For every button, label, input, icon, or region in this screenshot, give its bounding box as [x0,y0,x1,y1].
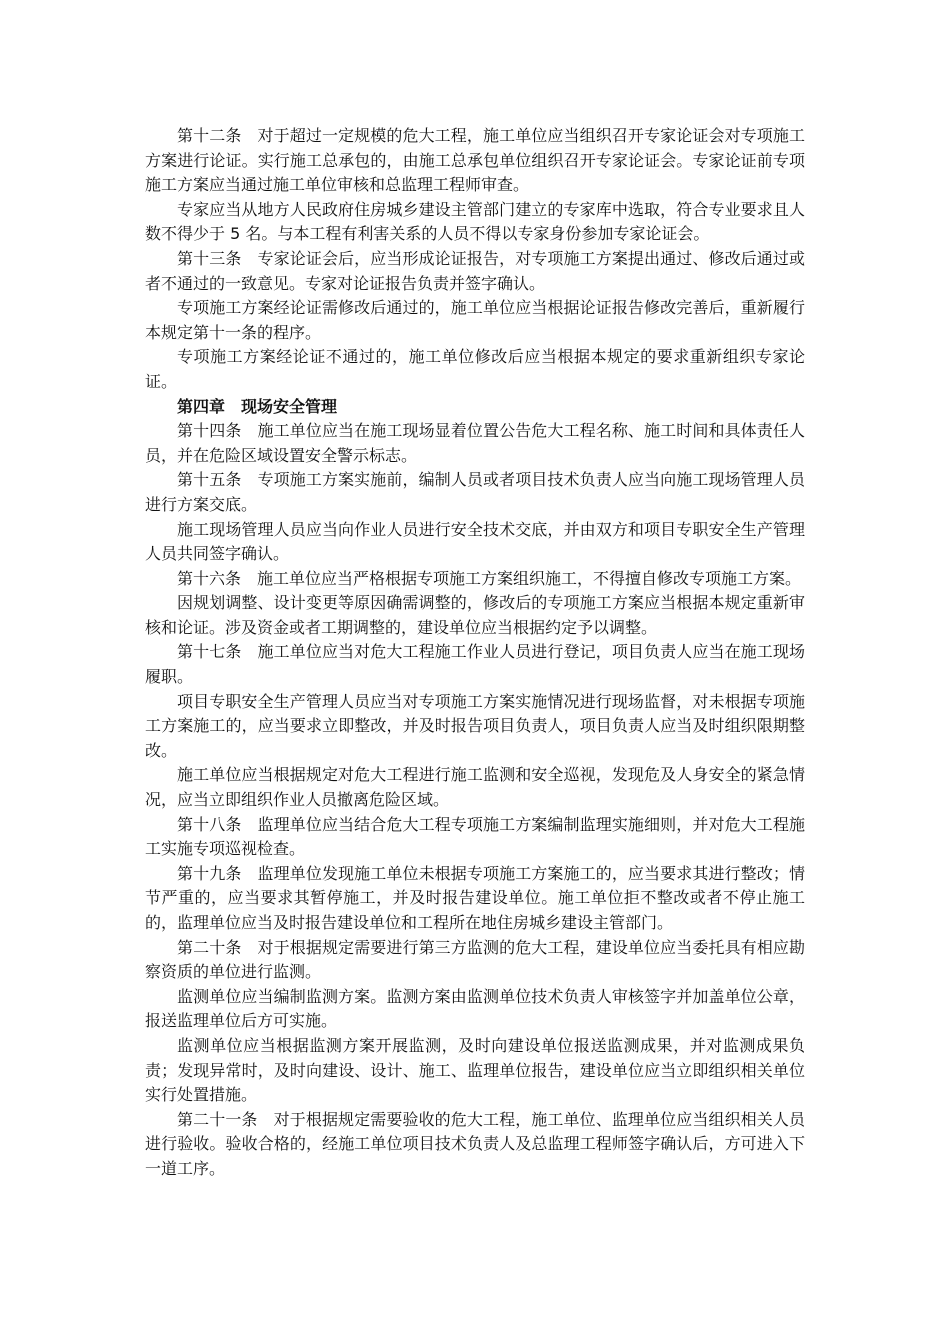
paragraph-article-20: 第二十条 对于根据规定需要进行第三方监测的危大工程，建设单位应当委托具有相应勘察资质的单位进行监测。 [145,937,805,982]
document-body [145,124,805,1182]
paragraph-monitoring-patrol: 施工单位应当根据规定对危大工程进行施工监测和安全巡视，发现危及人身安全的紧急情况，应当立即组织作业人员撤离危险区域。 [145,765,805,810]
paragraph-article-13: 第十三条 专家论证会后，应当形成论证报告，对专项施工方案提出通过、修改后通过或者不通过的一致意见。专家对论证报告负责并签字确认。 [145,248,805,293]
paragraph-article-18: 第十八条 监理单位应当结合危大工程专项施工方案编制监理实施细则，并对危大工程施工实施专项巡视检查。 [145,814,805,859]
paragraph-article-21: 第二十一条 对于根据规定需要验收的危大工程，施工单位、监理单位应当组织相关人员进行验收。验收合格的，经施工单位项目技术负责人及总监理工程师签字确认后，方可进入下一道工序。 [145,1109,805,1178]
paragraph-monitoring-plan: 监测单位应当编制监测方案。监测方案由监测单位技术负责人审核签字并加盖单位公章，报送监理单位后方可实施。 [145,986,805,1031]
paragraph-safety-briefing: 施工现场管理人员应当向作业人员进行安全技术交底，并由双方和项目专职安全生产管理人员共同签字确认。 [145,519,805,564]
paragraph-plan-adjustment: 因规划调整、设计变更等原因确需调整的，修改后的专项施工方案应当根据本规定重新审核和论证。涉及资金或者工期调整的，建设单位应当根据约定予以调整。 [145,593,805,637]
paragraph-expert-selection: 专家应当从地方人民政府住房城乡建设主管部门建立的专家库中选取，符合专业要求且人数不得少于 5 名。与本工程有利害关系的人员不得以专家身份参加专家论证会。 [145,199,805,244]
paragraph-article-16: 第十六条 施工单位应当严格根据专项施工方案组织施工，不得擅自修改专项施工方案。 [177,568,802,588]
paragraph-monitoring-results: 监测单位应当根据监测方案开展监测，及时向建设单位报送监测成果，并对监测成果负责；发现异常时，及时向建设、设计、施工、监理单位报告，建设单位应当立即组织相关单位实行处置措施。 [145,1035,805,1105]
paragraph-article-17: 第十七条 施工单位应当对危大工程施工作业人员进行登记，项目负责人应当在施工现场履职。 [145,642,805,687]
paragraph-not-pass: 专项施工方案经论证不通过的，施工单位修改后应当根据本规定的要求重新组织专家论证。 [145,347,805,391]
paragraph-article-19: 第十九条 监理单位发现施工单位未根据专项施工方案施工的，应当要求其进行整改；情节严重的，应当要求其暂停施工，并及时报告建设单位。施工单位拒不整改或者不停止施工的，监理单位应当及时报告建设单位和工程所在地住房城乡建设主管部门。 [145,863,805,932]
paragraph-revise-and-pass: 专项施工方案经论证需修改后通过的，施工单位应当根据论证报告修改完善后，重新履行本规定第十一条的程序。 [145,298,805,342]
paragraph-article-12: 第十二条 对于超过一定规模的危大工程，施工单位应当组织召开专家论证会对专项施工方案进行论证。实行施工总承包的，由施工总承包单位组织召开专家论证会。专家论证前专项施工方案应当通过施工单位审核和总监理工程师审查。 [145,126,805,195]
paragraph-article-14: 第十四条 施工单位应当在施工现场显着位置公告危大工程名称、施工时间和具体责任人员，并在危险区域设置安全警示标志。 [145,421,805,465]
chapter-heading: 第四章 现场安全管理 [177,396,338,416]
paragraph-article-15: 第十五条 专项施工方案实施前，编制人员或者项目技术负责人应当向施工现场管理人员进行方案交底。 [145,470,805,514]
paragraph-site-supervision: 项目专职安全生产管理人员应当对专项施工方案实施情况进行现场监督，对未根据专项施工方案施工的，应当要求立即整改，并及时报告项目负责人，项目负责人应当及时组织限期整改。 [145,691,805,760]
